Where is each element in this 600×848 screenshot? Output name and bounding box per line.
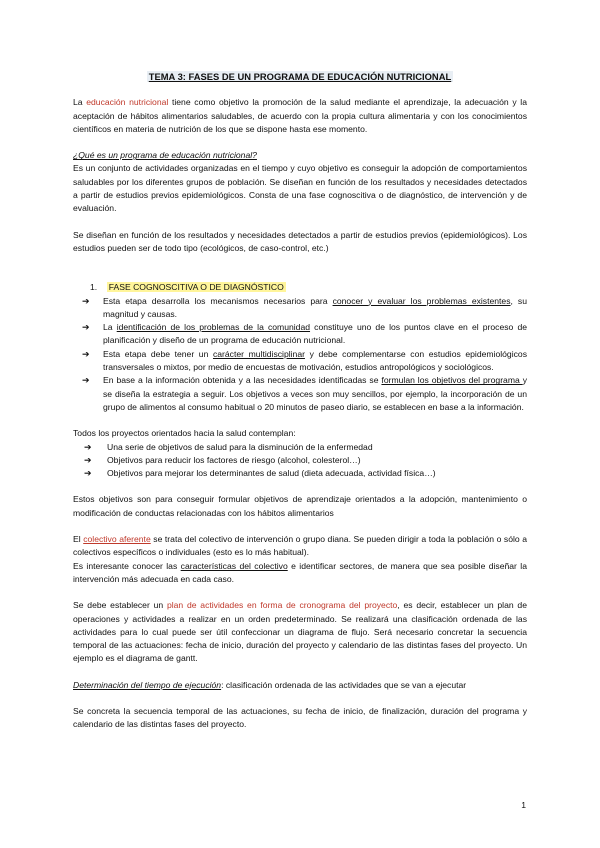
bullet-underlined: conocer y evaluar los problemas existentes bbox=[332, 295, 511, 306]
phase1-label: FASE COGNOSCITIVA O DE DIAGNÓSTICO bbox=[108, 282, 284, 293]
bullet-text: y debe complementarse con estudios epidemiológicos transversales o mixtos, por medio de encuestas de motivación, estudios antropológicos y sociológicos. bbox=[103, 348, 527, 373]
definition-paragraph: Es un conjunto de actividades organizadas en el tiempo y cuyo objetivo es conseguir la adopción de comportamientos saludables por los diferentes grupos de población. Se diseñan en función de los resultados y necesidades detectados a partir de estudios previos epidemiológicos. Consta de una fase cognoscitiva o de diagnóstico, de intervención y de evaluación. bbox=[73, 163, 527, 214]
time-paragraph bbox=[73, 679, 527, 692]
objectives-note: Estos objetivos son para conseguir formular objetivos de aprendizaje orientados a la adopción, mantenimiento o modificación de conductas relacionadas con los hábitos alimentarios bbox=[73, 494, 527, 518]
bullet-text: Esta etapa desarrolla los mecanismos necesarios para bbox=[103, 295, 333, 306]
collective-before: El bbox=[73, 534, 84, 545]
collective-paragraph bbox=[73, 533, 527, 560]
collective-line2-before: Es interesante conocer las bbox=[73, 560, 181, 571]
projects-item-text: Objetivos para reducir los factores de riesgo (alcohol, colesterol…) bbox=[107, 454, 361, 465]
page-number: 1 bbox=[521, 800, 526, 810]
intro-paragraph bbox=[73, 96, 527, 136]
phase1-number: 1. bbox=[90, 282, 98, 293]
projects-item bbox=[73, 454, 527, 467]
time-after: : clasificación ordenada de las actividades que se van a ejecutar bbox=[221, 679, 467, 690]
arrow-icon: ➔ bbox=[84, 441, 92, 452]
arrow-icon: ➔ bbox=[84, 468, 92, 479]
bullet-text: En base a la información obtenida y a las necesidades identificadas se bbox=[103, 375, 382, 386]
projects-item bbox=[73, 441, 527, 454]
arrow-icon: ➔ bbox=[82, 295, 90, 306]
sequence-paragraph: Se concreta la secuencia temporal de las actuaciones, su fecha de inicio, de finalización, duración del programa y calendario de las distintas fases del proyecto. bbox=[73, 705, 527, 730]
collective-line2 bbox=[73, 560, 527, 587]
plan-term: plan de actividades en forma de cronograma del proyecto bbox=[166, 600, 398, 611]
plan-after: , es decir, establecer un plan de operaciones y actividades a realizar en un orden predeterminado. Se realizará una clasificación ordenada de las actividades para lo cual puede ser útil confeccionar un diagrama de flujo. Será necesario concretar la secuencia temporal de las actuaciones: fecha de inicio, duración del proyecto y calendario de las distintas fases del proyecto. Un ejemplo es el diagrama de gantt. bbox=[73, 600, 527, 664]
phase1-heading bbox=[90, 281, 527, 294]
projects-item bbox=[73, 467, 527, 480]
plan-before: Se debe establecer un bbox=[73, 600, 167, 611]
bullet-underlined: carácter multidisciplinar bbox=[212, 348, 305, 359]
arrow-icon: ➔ bbox=[84, 454, 92, 465]
design-note-paragraph: Se diseñan en función de los resultados y necesidades detectados a partir de estudios previos (epidemiológicos). Los estudios pueden ser de todo tipo (ecológicos, de caso-control, etc.) bbox=[73, 229, 527, 253]
bullet-underlined: formulan los objetivos del programa bbox=[381, 375, 523, 386]
collective-line2-after: e identificar sectores, de manera que sea posible diseñar la intervención más adecuada en cada caso. bbox=[73, 560, 527, 584]
bullet-text: y se diseña la estrategia a seguir. Los objetivos a veces son muy sencillos, por ejemplo, la incorporación de un grupo de alimentos al consumo habitual o 20 minutos de paseo diario, se establecen en base a la información. bbox=[103, 375, 528, 412]
question-heading: ¿Qué es un programa de educación nutricional? bbox=[73, 150, 257, 161]
collective-after: se trata del colectivo de intervención o grupo diana. Se pueden dirigir a toda la población o sólo a colectivos específicos o individuales (esto es lo más habitual). bbox=[73, 534, 528, 558]
phase1-bullet bbox=[73, 348, 527, 375]
bullet-text: , su magnitud y causas. bbox=[103, 295, 527, 319]
plan-paragraph bbox=[73, 599, 527, 665]
bullet-underlined: identificación de los problemas de la comunidad bbox=[116, 322, 311, 333]
projects-item-text: Una serie de objetivos de salud para la disminución de la enfermedad bbox=[107, 441, 373, 452]
projects-list bbox=[73, 441, 527, 481]
phase1-bullet bbox=[73, 295, 527, 322]
arrow-icon: ➔ bbox=[82, 375, 90, 386]
intro-after: tiene como objetivo la promoción de la salud mediante el aprendizaje, la adecuación y la aceptación de hábitos alimentarios saludables, de acuerdo con la propia cultura alimentaria y con los conocimientos científicos en materia de nutrición de los que se dispone hasta ese momento. bbox=[73, 97, 527, 134]
projects-item-text: Objetivos para mejorar los determinantes de salud (dieta adecuada, actividad física…) bbox=[107, 468, 436, 479]
document-body bbox=[73, 70, 527, 732]
projects-intro: Todos los proyectos orientados hacia la salud contemplan: bbox=[73, 428, 296, 439]
arrow-icon: ➔ bbox=[82, 348, 90, 359]
intro-before: La bbox=[73, 97, 87, 108]
collective-line2-underlined: características del colectivo bbox=[180, 560, 288, 571]
phase1-bullet-list bbox=[73, 295, 527, 415]
document-title bbox=[73, 70, 527, 83]
title-text: TEMA 3: FASES DE UN PROGRAMA DE EDUCACIÓN NUTRICIONAL bbox=[148, 71, 452, 82]
phase1-bullet bbox=[73, 321, 527, 348]
arrow-icon: ➔ bbox=[82, 322, 90, 333]
phase1-bullet bbox=[73, 374, 527, 414]
bullet-text: constituye uno de los puntos clave en el proceso de planificación y diseño de un programa de educación nutricional. bbox=[103, 322, 528, 346]
bullet-text: La bbox=[103, 322, 117, 333]
bullet-text: Esta etapa debe tener un bbox=[103, 348, 213, 359]
collective-term: colectivo aferente bbox=[83, 534, 151, 545]
time-term: Determinación del tiempo de ejecución bbox=[73, 679, 222, 690]
intro-term: educación nutricional bbox=[86, 97, 169, 108]
